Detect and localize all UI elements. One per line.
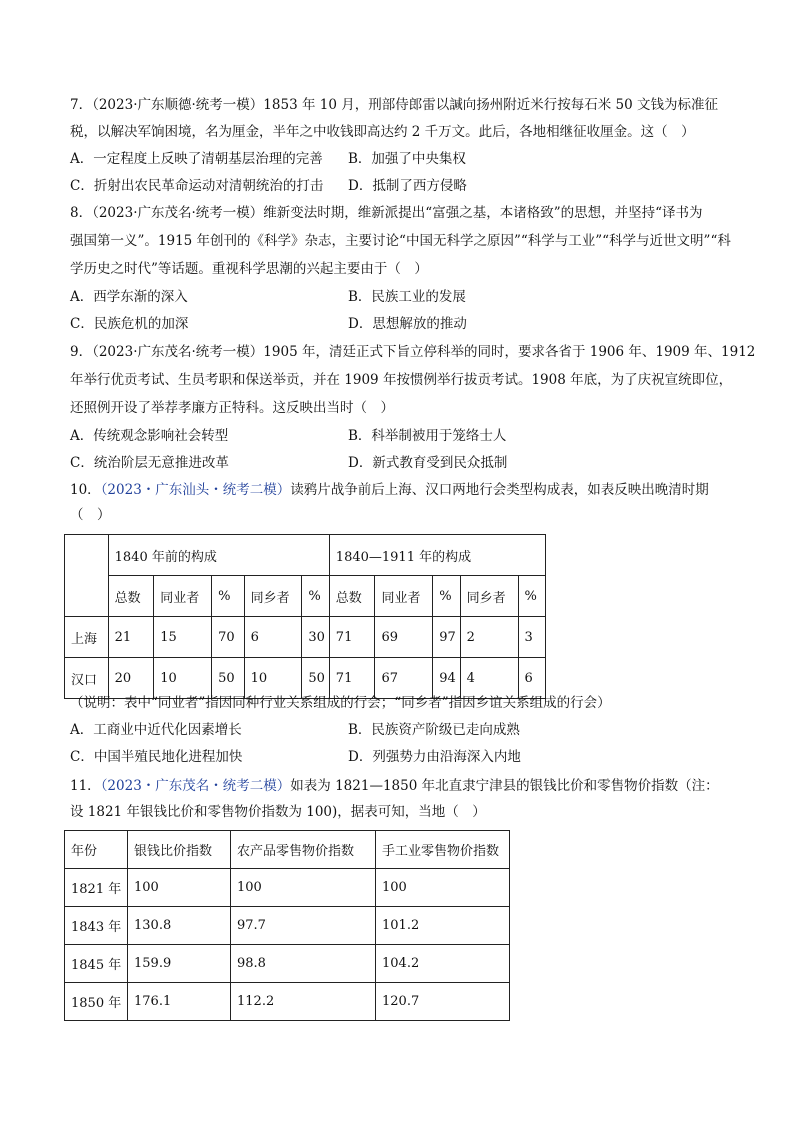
q10-option-b: B．民族资产阶级已走向成熟 [348, 722, 520, 738]
table-cell: 120.7 [376, 983, 510, 1021]
subheader-cell: % [212, 576, 244, 617]
table-cell: 20 [108, 658, 154, 699]
q7-option-c: C．折射出农民革命运动对清朝统治的打击 [70, 178, 324, 194]
table-cell: 4 [460, 658, 518, 699]
q8-option-b: B．民族工业的发展 [348, 289, 466, 305]
year-cell: 1850 年 [65, 983, 128, 1021]
header-cell: 年份 [65, 831, 128, 869]
q10-line-2: （ ） [70, 507, 111, 523]
q7-option-d: D．抵制了西方侵略 [348, 178, 467, 194]
table-cell: 30 [302, 617, 329, 658]
table-cell: 71 [329, 617, 375, 658]
table-row [65, 831, 510, 869]
price-index-table [64, 830, 510, 1021]
table-row [65, 983, 510, 1021]
q11-line-2: 设 1821 年银钱比价和零售物价指数为 100)，据表可知，当地（ ） [70, 804, 486, 820]
table-cell: 69 [375, 617, 433, 658]
subheader-cell: 同乡者 [460, 576, 518, 617]
table-row [65, 945, 510, 983]
q11-source: （2023・广东茂名・统考二模） [100, 778, 291, 794]
table-cell: 100 [128, 869, 231, 907]
table-cell: 2 [460, 617, 518, 658]
subheader-cell: 同乡者 [244, 576, 302, 617]
city-cell: 汉口 [65, 658, 109, 699]
table-cell: 130.8 [128, 907, 231, 945]
city-cell: 上海 [65, 617, 109, 658]
table-cell: 6 [244, 617, 302, 658]
q8-option-d: D．思想解放的推动 [348, 316, 467, 332]
table-cell: 15 [154, 617, 212, 658]
table-cell: 100 [231, 869, 376, 907]
subheader-cell: 总数 [108, 576, 154, 617]
subheader-cell: 同业者 [375, 576, 433, 617]
q9-option-a: A．传统观念影响社会转型 [70, 428, 229, 444]
q8-option-a: A．西学东渐的深入 [70, 289, 188, 305]
header-cell: 手工业零售物价指数 [376, 831, 510, 869]
table-cell: 176.1 [128, 983, 231, 1021]
q11-number: 11． [70, 778, 101, 794]
table-row [65, 869, 510, 907]
table-cell: 6 [518, 658, 546, 699]
table-cell: 50 [302, 658, 329, 699]
q8-number: 8． [70, 205, 93, 221]
q8-line-2: 强国第一义”。1915 年创刊的《科学》杂志，主要讨论“中国无科学之原因”“科学与工业”“科学与近世文明”“科 [70, 233, 731, 249]
q8-text-1: 维新变法时期，维新派提出“富强之基，本诸格致”的思想，并坚持“译书为 [263, 205, 703, 221]
guild-composition-table [64, 534, 546, 699]
q8-line-1 [70, 203, 703, 223]
q9-number: 9． [70, 344, 93, 360]
q10-text-1: 读鸦片战争前后上海、汉口两地行会类型构成表，如表反映出晚清时期 [290, 482, 709, 498]
q9-source: （2023·广东茂名·统考一模） [92, 344, 264, 360]
period1-header: 1840 年前的构成 [108, 535, 329, 576]
q7-source: （2023·广东顺德·统考一模） [92, 97, 264, 113]
table-cell: 70 [212, 617, 244, 658]
q10-option-c: C．中国半殖民地化进程加快 [70, 749, 243, 765]
q10-source: （2023・广东汕头・统考二模） [100, 482, 291, 498]
q9-option-d: D．新式教育受到民众抵制 [348, 455, 508, 471]
table-row [65, 535, 546, 576]
header-cell: 农产品零售物价指数 [231, 831, 376, 869]
table-cell: 97.7 [231, 907, 376, 945]
table-cell: 104.2 [376, 945, 510, 983]
period2-header: 1840—1911 年的构成 [329, 535, 545, 576]
table-cell: 50 [212, 658, 244, 699]
q9-line-3: 还照例开设了举荐孝廉方正特科。这反映出当时（ ） [70, 400, 394, 416]
q9-line-1 [70, 342, 755, 362]
q9-line-2: 年举行优贡考试、生员考职和保送举贡，并在 1909 年按惯例举行拔贡考试。1908 年底，为了庆祝宣统即位， [70, 372, 733, 388]
subheader-cell: 总数 [329, 576, 375, 617]
table-cell: 67 [375, 658, 433, 699]
table-cell: 100 [376, 869, 510, 907]
q8-option-c: C．民族危机的加深 [70, 316, 189, 332]
q10-line-1 [70, 480, 709, 500]
q11-text-1: 如表为 1821—1850 年北直隶宁津县的银钱比价和零售物价指数（注： [290, 778, 719, 794]
q11-line-1 [70, 776, 719, 796]
table-cell: 21 [108, 617, 154, 658]
header-cell: 银钱比价指数 [128, 831, 231, 869]
q10-option-a: A．工商业中近代化因素增长 [70, 722, 242, 738]
table-cell: 101.2 [376, 907, 510, 945]
q9-text-1: 1905 年，清廷正式下旨立停科举的同时，要求各省于 1906 年、1909 年、1912 [263, 344, 756, 360]
q7-line-1 [70, 95, 718, 115]
table-cell: 98.8 [231, 945, 376, 983]
q7-line-2: 税，以解决军饷困境，名为厘金，半年之中收钱即高达约 2 千万文。此后，各地相继征收厘金。这（ ） [70, 124, 695, 140]
table-cell: 159.9 [128, 945, 231, 983]
subheader-cell: % [433, 576, 460, 617]
table-row [65, 907, 510, 945]
q9-option-c: C．统治阶层无意推进改革 [70, 455, 229, 471]
table-corner-cell [65, 535, 109, 617]
q7-text-1: 1853 年 10 月，刑部侍郎雷以諴向扬州附近米行按每石米 50 文钱为标准征 [263, 97, 718, 113]
q7-option-a: A．一定程度上反映了清朝基层治理的完善 [70, 151, 323, 167]
table-row [65, 576, 546, 617]
table-cell: 94 [433, 658, 460, 699]
table-row [65, 617, 546, 658]
q8-source: （2023·广东茂名·统考一模） [92, 205, 264, 221]
q10-number: 10． [70, 482, 101, 498]
year-cell: 1843 年 [65, 907, 128, 945]
table-cell: 97 [433, 617, 460, 658]
q10-note: （说明：表中“同业者”指因同种行业关系组成的行会；“同乡者”指因乡谊关系组成的行会） [70, 695, 611, 711]
q7-number: 7． [70, 97, 93, 113]
q9-option-b: B．科举制被用于笼络士人 [348, 428, 507, 444]
table-cell: 10 [244, 658, 302, 699]
table-cell: 71 [329, 658, 375, 699]
subheader-cell: % [302, 576, 329, 617]
q8-line-3: 学历史之时代”等话题。重视科学思潮的兴起主要由于（ ） [70, 261, 428, 277]
subheader-cell: % [518, 576, 546, 617]
q7-option-b: B．加强了中央集权 [348, 151, 466, 167]
year-cell: 1821 年 [65, 869, 128, 907]
q10-option-d: D．列强势力由沿海深入内地 [348, 749, 521, 765]
table-cell: 3 [518, 617, 546, 658]
year-cell: 1845 年 [65, 945, 128, 983]
subheader-cell: 同业者 [154, 576, 212, 617]
table-cell: 10 [154, 658, 212, 699]
table-cell: 112.2 [231, 983, 376, 1021]
